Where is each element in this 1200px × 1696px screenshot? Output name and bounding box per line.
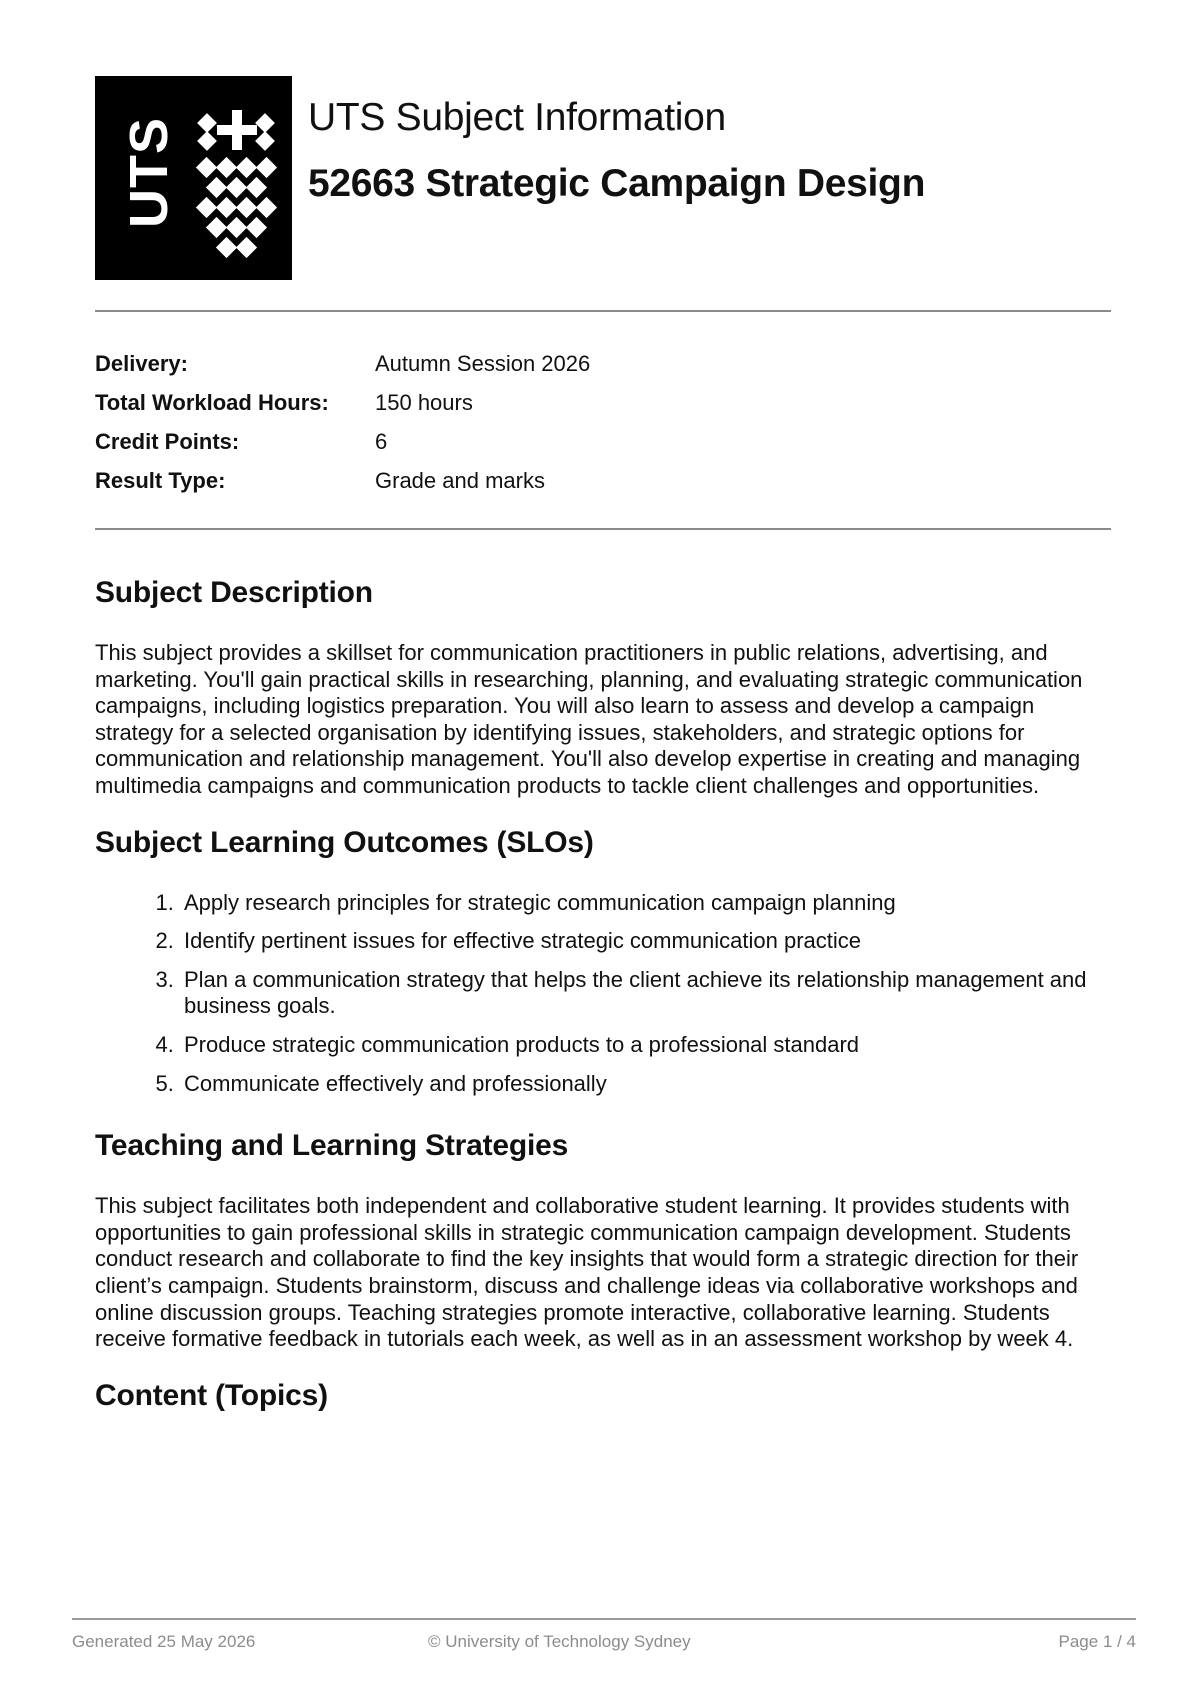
subject-details [95,344,1111,500]
subject-title: 52663 Strategic Campaign Design [308,162,926,205]
detail-row-result-type [95,461,1111,500]
teaching-strategies-section [95,1125,1115,1353]
detail-label: Result Type: [95,467,226,493]
section-heading: Content (Topics) [95,1378,328,1412]
details-divider [95,528,1111,530]
copyright-notice: © University of Technology Sydney [428,1632,691,1651]
generated-date: Generated 25 May 2026 [72,1632,256,1651]
header-divider [95,310,1111,312]
detail-value: Grade and marks [375,467,545,493]
header-titles [308,92,925,210]
detail-value: Autumn Session 2026 [375,350,591,376]
list-item: 3. Plan a communication strategy that helps the client achieve its relationship management and business goals. [180,967,1115,1020]
section-paragraph: This subject provides a skillset for communication practitioners in public relations, advertising, and marketing. You'll gain practical skills in researching, planning, and evaluating strategic communication campaigns, including logistics preparation. You will also learn to assess and develop a campaign strategy for a selected organisation by identifying issues, stakeholders, and strategic options for communication and relationship management. You'll also develop expertise in creating and managing multimedia campaigns and communication products to tackle client challenges and opportunities. [95,640,1083,798]
main-content [95,572,1115,1443]
section-heading: Subject Description [95,576,373,609]
detail-value: 6 [375,428,388,454]
list-item: 4. Produce strategic communication products to a professional standard [180,1032,1115,1059]
footer-divider [72,1618,1136,1620]
learning-outcomes-list [95,890,1115,1098]
detail-label: Delivery: [95,350,188,376]
learning-outcomes-section [95,822,1115,1098]
document-type-title: UTS Subject Information [308,96,726,139]
page-number: Page 1 / 4 [1058,1632,1136,1651]
detail-label: Total Workload Hours: [95,389,329,415]
list-item: 1. Apply research principles for strategic communication campaign planning [180,890,1115,917]
section-paragraph: This subject facilitates both independent and collaborative student learning. It provides students with opportunities to gain professional skills in strategic communication campaign development. Students conduct research and collaborate to find the key insights that would form a strategic direction for their client’s campaign. Students brainstorm, discuss and challenge ideas via collaborative workshops and online discussion groups. Teaching strategies promote interactive, collaborative learning. Students receive formative feedback in tutorials each week, as well as in an assessment workshop by week 4. [95,1193,1079,1352]
detail-row-workload [95,383,1111,422]
uts-logo [95,76,292,280]
detail-row-credit-points [95,422,1111,461]
detail-row-delivery [95,344,1111,383]
detail-value: 150 hours [375,389,473,415]
detail-label: Credit Points: [95,428,240,454]
section-heading: Subject Learning Outcomes (SLOs) [95,825,594,859]
content-topics-section [95,1375,1115,1417]
section-heading: Teaching and Learning Strategies [95,1129,569,1163]
list-item: 5. Communicate effectively and professionally [180,1071,1115,1098]
subject-description-section [95,572,1115,800]
logo-wordmark: UTS [119,117,179,228]
list-item: 2. Identify pertinent issues for effective strategic communication practice [180,928,1115,955]
logo-emblem-icon [196,110,277,258]
